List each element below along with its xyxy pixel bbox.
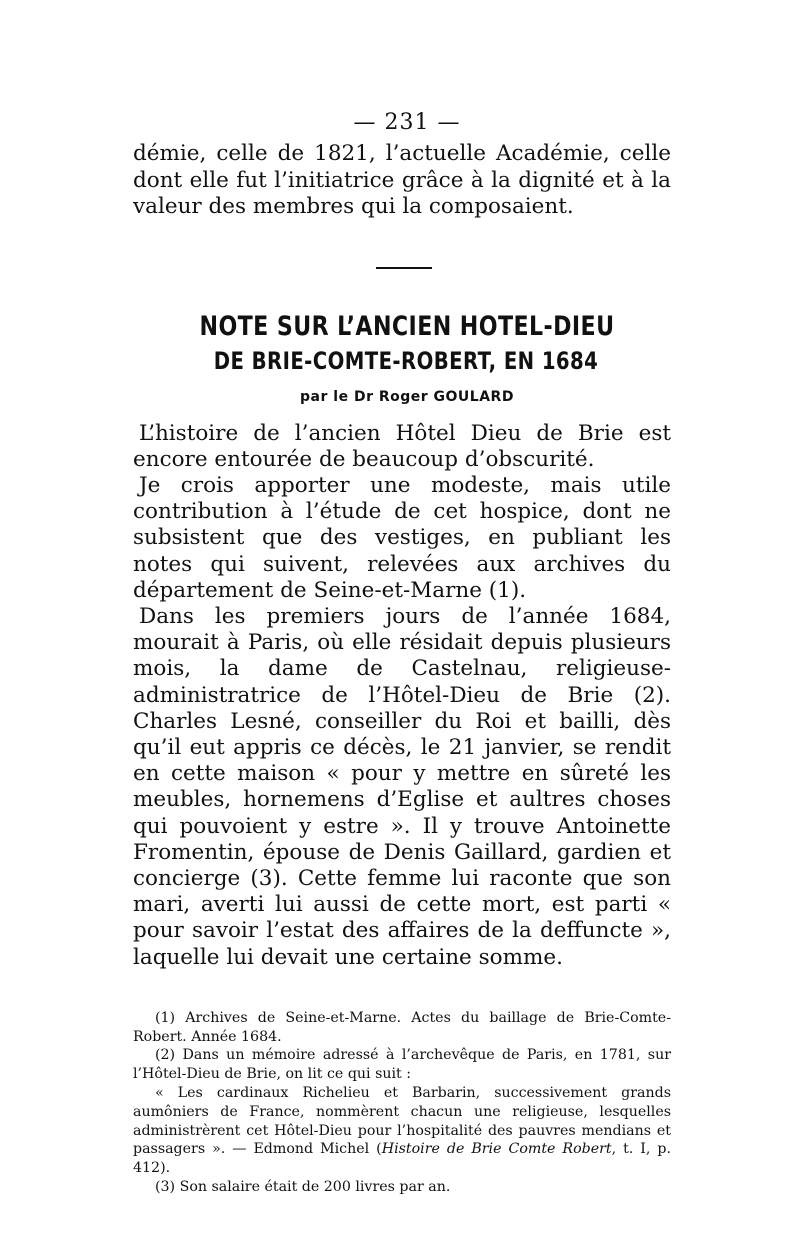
body-paragraph: L’histoire de l’ancien Hôtel Dieu de Brie est encore entourée de beaucoup d’obscurité.	[133, 420, 671, 472]
footnote-2-citation: , t. I, p. 412).	[133, 1141, 671, 1177]
book-title: Histoire de Brie Comte Robert	[381, 1141, 612, 1158]
body-paragraph: Dans les premiers jours de l’année 1684, mourait à Paris, où elle résidait depuis plusieurs mois, la dame de Castelnau, religieuse-administratrice de l’Hôtel-Dieu de Brie (2). Charles Lesné, conseiller du Roi et bailli, dès qu’il eut appris ce décès, le 21 janvier, se rendit en cette maison « pour y mettre en sûreté les meubles, hornemens d’Eglise et aultres choses qui pouvoient y estre ». Il y trouve Antoinette Fromentin, épouse de Denis Gaillard, gardien et concierge (3). Cette femme lui raconte que son mari, averti lui aussi de cette mort, est parti « pour savoir l’estat des affaires de la deffuncte », laquelle lui devait une certaine somme.	[133, 603, 671, 970]
section-divider	[376, 267, 432, 269]
page	[133, 110, 671, 1197]
body-paragraph: Je crois apporter une modeste, mais utile contribution à l’étude de cet hospice, dont ne subsistent que des vestiges, en publiant les notes qui suivent, relevées aux archives du département de Seine-et-Marne (1).	[133, 472, 671, 603]
footnotes	[133, 1009, 671, 1197]
article-body	[133, 421, 671, 971]
footnote-2: (2) Dans un mémoire adressé à l’archevêque de Paris, en 1781, sur l’Hôtel-Dieu de Brie, on lit ce qui suit :	[133, 1047, 671, 1083]
page-number: — 231 —	[353, 110, 461, 135]
intro-paragraph: démie, celle de 1821, l’actuelle Académie, celle dont elle fut l’initiatrice grâce à la dignité et à la valeur des membres qui la composaient.	[133, 141, 671, 219]
footnote-1: (1) Archives de Seine-et-Marne. Actes du baillage de Brie-Comte-Robert. Année 1684.	[133, 1009, 671, 1045]
footnote-2-quote-text: « Les cardinaux Richelieu et Barbarin, successivement grands aumôniers de France, nommèrent chacun une religieuse, lesquelles administrèrent cet Hôtel-Dieu pour l’hospitalité des pauvres mendians et passagers ». — Edmond Michel (	[133, 1084, 671, 1158]
article-title-line-2: DE BRIE-COMTE-ROBERT, EN 1684	[213, 346, 599, 375]
author-byline: par le Dr Roger GOULARD	[300, 388, 514, 405]
footnote-2-quote	[133, 1084, 671, 1178]
article-title-line-1: NOTE SUR L’ANCIEN HOTEL-DIEU	[199, 310, 615, 342]
footnote-3: (3) Son salaire était de 200 livres par an.	[155, 1178, 451, 1195]
